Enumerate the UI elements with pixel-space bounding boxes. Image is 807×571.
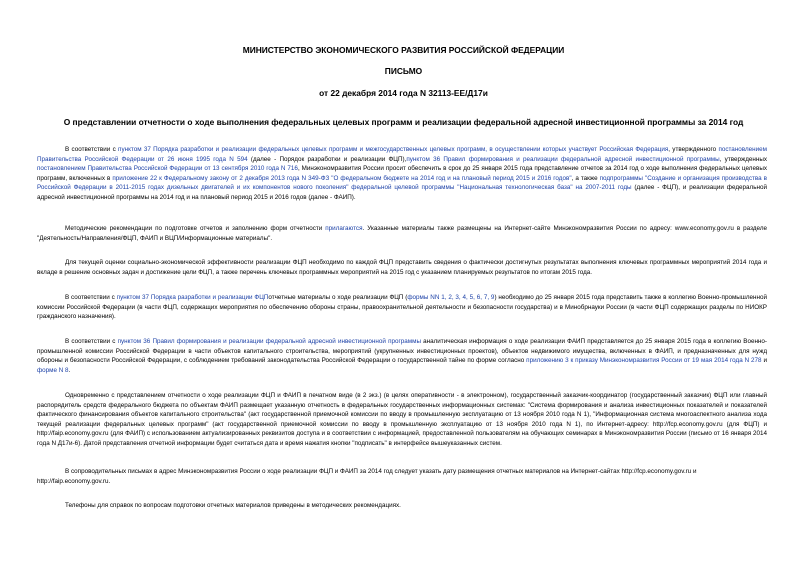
paragraph-text: Методические рекомендации по подготовке отчетов и заполнению форм отчетности: [65, 225, 326, 232]
paragraph-text: ) необходимо до 25 января 2015 года представить также в коллегию Военно-промышленной комиссии Российской Федерации (в части ФЦП, содержащих мероприятия по обеспечению обороны страны, правоохранительной деятельности и безопасности государства) и в Минобрнауки России (в части ФЦП содержащих разделы по НИОКР гражданского назначения).: [37, 294, 768, 321]
paragraph-text: отчетные материалы о ходе реализации ФЦП (: [268, 294, 408, 301]
paragraph-text: , а также: [571, 174, 600, 182]
document-link[interactable]: прилагаются: [325, 225, 363, 232]
paragraph-text: В сопроводительных письмах в адрес Минэкономразвития России о ходе реализации ФЦП и ФАИП за 2014 год следует указать дату размещения отчетных материалов на Интернет-сайтах http://fcp.economy.gov.ru и http://faip.economy.gov.ru.: [37, 468, 697, 485]
document-link[interactable]: пунктом 36 Правил формирования и реализации федеральной адресной инвестиционной программы: [406, 155, 720, 163]
paragraph: [37, 337, 767, 375]
document-link[interactable]: пунктом 36 Правил формирования и реализации федеральной адресной инвестиционной программы: [117, 338, 421, 345]
paragraph: [37, 391, 767, 449]
document-link[interactable]: приложение 22 к Федеральному закону от 2 декабря 2013 года N 349-ФЗ "О федеральном бюджете на 2014 год и на плановый период 2015 и 2016 годов": [112, 174, 572, 182]
paragraph-text: Телефоны для справок по вопросам подготовки отчетных материалов приведены в методических рекомендациях.: [65, 502, 401, 509]
document-link[interactable]: формы NN 1, 2, 3, 4, 5, 6, 7, 9: [407, 294, 495, 301]
paragraph: [37, 501, 767, 511]
paragraph-text: (далее - ФЦП), и реализации федеральной адресной инвестиционной программы на 2014 год и на плановый период 2015 и 2016 годов (далее - ФАИП).: [37, 184, 767, 201]
paragraph-text: В соответствии с: [65, 146, 119, 153]
paragraph-text: (далее - Порядок разработки и реализации ФЦП),: [247, 155, 407, 163]
paragraph-text: В соответствии с: [65, 294, 117, 301]
paragraph: [37, 224, 767, 243]
paragraph-text: , утвержденного: [668, 146, 719, 153]
document-link[interactable]: постановлением Правительства Российской Федерации от 26 июня 1995 года N 594: [37, 146, 767, 163]
paragraph-text: .: [68, 366, 71, 374]
document-link[interactable]: пунктом 37 Порядка разработки и реализации федеральных целевых программ и межгосударственных целевых программ, в осуществлении которых участвует Российская Федерация: [118, 146, 669, 153]
document-link[interactable]: пунктом 37 Порядка разработки и реализации ФЦП: [116, 294, 269, 301]
paragraph-text: аналитическая информация о ходе реализации ФАИП представляется до 25 января 2015 года в коллегию Военно-промышленной комиссии Российской Федерации в части объектов капитального строительства, мероприятий (укрупненных инвестиционных проектов), объектов недвижимого имущества, включенных в ФАИП, и предназначенных для нужд обороны и безопасности Российской Федерации, с соблюдением требований законодательства Российской Федерации о государственной тайне по форме согласно: [37, 338, 767, 365]
document-link[interactable]: постановлением Правительства Российской Федерации от 13 сентября 2010 года N 716: [37, 165, 298, 173]
document-type: ПИСЬМО: [384, 66, 423, 76]
document-subject: О представлении отчетности о ходе выполнения федеральных целевых программ и реализации федеральной адресной инвестиционной программы за 2014 год: [63, 117, 744, 127]
paragraph: [37, 293, 767, 322]
document-link[interactable]: подпрограммы "Создание и организация производства в Российской Федерации в 2011-2015 годах дизельных двигателей и их компонентов нового поколения" федеральной целевой программы "Национальная технологическая база" на 2007-2011 годы: [37, 174, 767, 192]
document-link[interactable]: приложению 3 к приказу Минэкономразвития России от 19 мая 2014 года N 278: [526, 357, 762, 365]
paragraph-text: Для текущей оценки социально-экономической эффективности реализации ФЦП необходимо по каждой ФЦП представить сведения о фактически достигнутых результатах выполнения ключевых программных мероприятий 2014 года и вкладе в решение основных задач и достижение цели ФЦП, а также перечень ключевых программных мероприятий на 2015 год с указанием планируемых результатов по итогам 2015 года.: [37, 259, 767, 276]
paragraph: [37, 467, 767, 486]
paragraph-text: , утвержденных: [719, 155, 768, 163]
paragraph-text: . Указанные материалы также размещены на Интернет-сайте Минэкономразвития России по адресу: www.economy.gov.ru в разделе "Деятельность/Направления/ФЦП, ФАИП и ВЦП/Информационные материалы".: [37, 225, 767, 242]
paragraph: [37, 145, 767, 203]
document-date-number: от 22 декабря 2014 года N 32113-ЕЕ/Д17и: [319, 88, 488, 98]
paragraph-text: Одновременно с представлением отчетности о ходе реализации ФЦП и ФАИП в печатном виде (в 2 экз.) (в целях оперативности - в электронном), государственный заказчик-координатор (государственный заказчик) ФЦП или главный распорядитель средств федерального бюджета по объектам ФАИП размещает указанную отчетность в федеральных государственных информационных системах: "Система формирования и анализа инвестиционных показателей и показателей фактического финансирования объектов капитального строительства" (акт государственной приемочной комиссии по вводу в промышленную эксплуатацию от 13 ноября 2010 года N 1), "Информационная система многоаспектного анализа хода текущей реализации федеральных целевых программ" (акт государственной приемочной комиссии по вводу в промышленную эксплуатацию от 13 ноября 2010 года N 1), по Интернет-адресу: http://fcp.economy.gov.ru (для ФЦП) и http://faip.economy.gov.ru (для ФАИП) с использованием актуализированных реквизитов доступа и в соответствии с информацией, предоставленной пользователям на обучающих семинарах в Минэкономразвития России (письмо от 16 января 2014 года N Д17и-6). Датой представления отчетной информации будет считаться дата и время нажатия кнопки "подписать" в интерфейсе вышеуказанных систем.: [37, 392, 767, 447]
paragraph-text: и: [761, 357, 767, 365]
paragraph-text: В соответствии с: [65, 338, 118, 345]
document-link[interactable]: форме N 8: [37, 366, 69, 374]
paragraph: [37, 258, 767, 277]
paragraph-text: , Минэкономразвития России просит обеспечить в срок до 25 января 2015 года представление отчетов за 2014 год о ходе выполнения федеральных целевых программ, включенных в: [37, 165, 767, 182]
ministry-heading: МИНИСТЕРСТВО ЭКОНОМИЧЕСКОГО РАЗВИТИЯ РОССИЙСКОЙ ФЕДЕРАЦИИ: [242, 45, 565, 55]
